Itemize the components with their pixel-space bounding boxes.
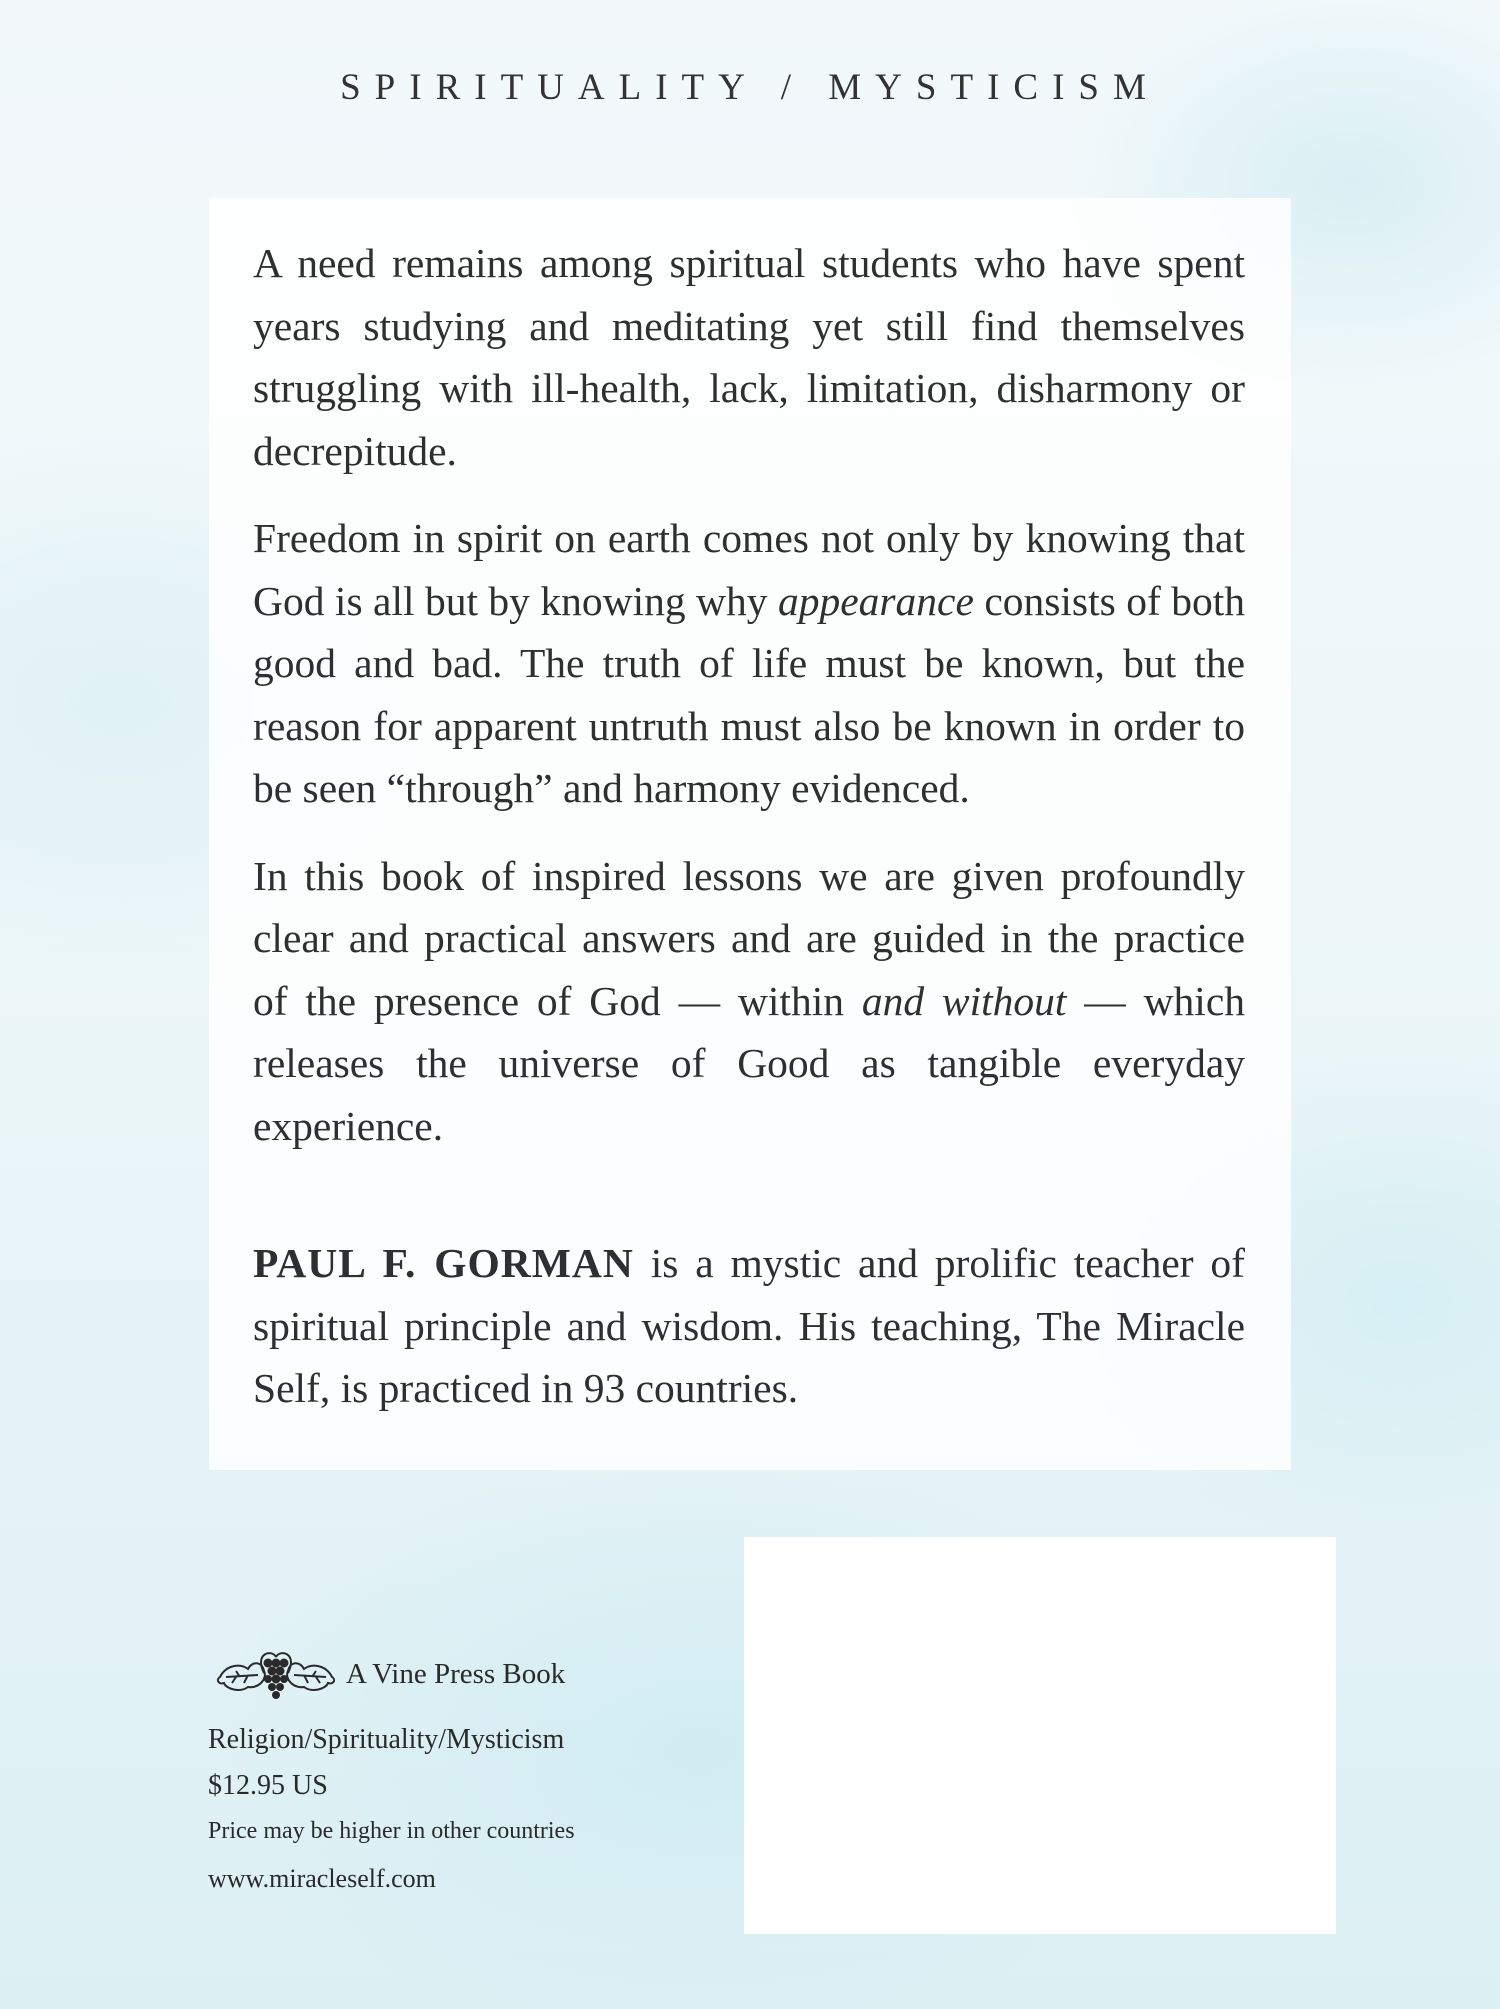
description-block (253, 232, 1245, 1445)
grape-vine-icon (214, 1643, 338, 1705)
publisher-name: A Vine Press Book (346, 1657, 566, 1690)
website-link[interactable]: www.miracleself.com (208, 1864, 436, 1893)
price: $12.95 US (208, 1770, 328, 1801)
description-paragraph-1: A need remains among spiritual students who have spent years studying and meditating yet still find themselves struggling with ill-health, lack, limitation, disharmony or decrepitude. (253, 240, 1245, 474)
author-bio (253, 1232, 1245, 1420)
barcode-area (744, 1537, 1336, 1934)
emphasis-appearance: appearance (777, 577, 974, 624)
price-note: Price may be higher in other countries (208, 1818, 575, 1844)
emphasis-and-without: and without (861, 977, 1067, 1024)
category-heading: SPIRITUALITY / MYSTICISM (340, 67, 1160, 108)
description-paragraph-2: Freedom in spirit on earth comes not only by knowing that God is all but by knowing why appearance consists of both good and bad. The truth of life must be known, but the reason for apparent untruth must also be known in order to be seen “through” and harmony evidenced. (253, 515, 1245, 811)
description-paragraph-3: In this book of inspired lessons we are given profoundly clear and practical answers and are guided in the practice of the presence of God — within and without — which releases the universe of Good as tangible everyday experience. (253, 852, 1245, 1149)
author-bio-text: is a mystic and prolific teacher of spiritual principle and wisdom. His teaching, The Miracle Self, is practiced in 93 countries. (253, 1240, 1245, 1411)
subject-category: Religion/Spirituality/Mysticism (208, 1724, 565, 1755)
publisher-imprint (214, 1643, 565, 1705)
author-name: PAUL F. GORMAN (253, 1240, 634, 1286)
